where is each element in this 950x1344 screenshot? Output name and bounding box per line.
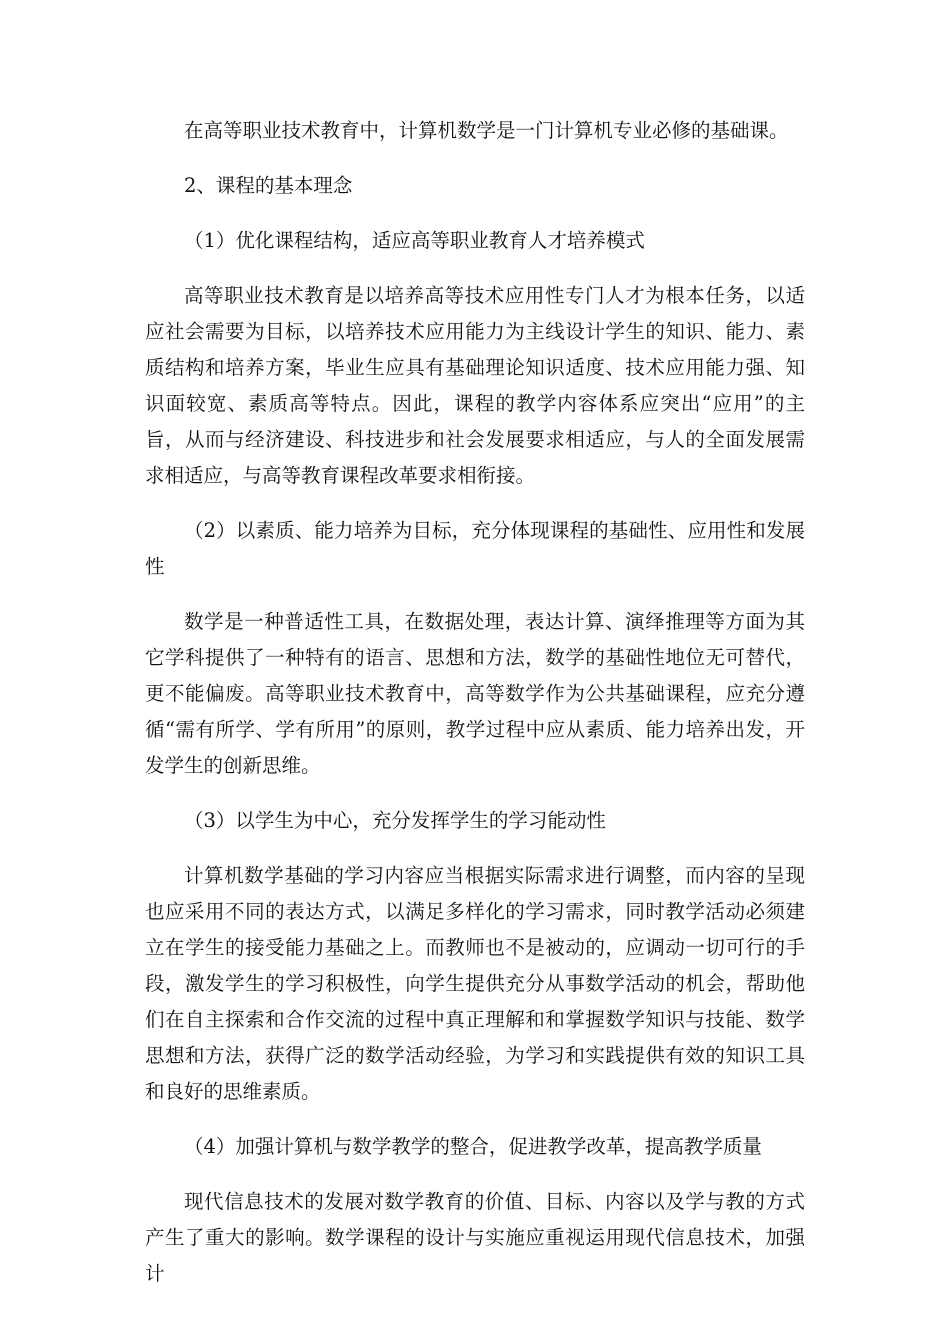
subheading-3: （3）以学生为中心，充分发挥学生的学习能动性 (184, 809, 606, 832)
subheading-4: （4）加强计算机与数学教学的整合，促进教学改革，提高教学质量 (184, 1135, 762, 1158)
paragraph-4: 现代信息技术的发展对数学教育的价值、目标、内容以及学与教的方式产生了重大的影响。数学课程的设计与实施应重视运用现代信息技术，加强计 (145, 1190, 805, 1285)
section-heading-basic-concepts: 2、课程的基本理念 (184, 174, 353, 197)
subheading-2: （2）以素质、能力培养为目标，充分体现课程的基础性、应用性和发展性 (145, 519, 805, 578)
paragraph-1: 高等职业技术教育是以培养高等技术应用性专门人才为根本任务，以适应社会需要为目标，以培养技术应用能力为主线设计学生的知识、能力、素质结构和培养方案，毕业生应具有基础理论知识适度、技术应用能力强、知识面较宽、素质高等特点。因此，课程的教学内容体系应突出“应用”的主旨，从而与经济建设、科技进步和社会发展要求相适应，与人的全面发展需求相适应，与高等教育课程改革要求相衔接。 (145, 284, 805, 487)
paragraph-3: 计算机数学基础的学习内容应当根据实际需求进行调整，而内容的呈现也应采用不同的表达方式，以满足多样化的学习需求，同时教学活动必须建立在学生的接受能力基础之上。而教师也不是被动的，应调动一切可行的手段，激发学生的学习积极性，向学生提供充分从事数学活动的机会，帮助他们在自主探索和合作交流的过程中真正理解和和掌握数学知识与技能、数学思想和方法，获得广泛的数学活动经验，为学习和实践提供有效的知识工具和良好的思维素质。 (145, 864, 805, 1103)
paragraph-intro: 在高等职业技术教育中，计算机数学是一门计算机专业必修的基础课。 (184, 119, 789, 142)
subheading-1: （1）优化课程结构，适应高等职业教育人才培养模式 (184, 229, 645, 252)
paragraph-2: 数学是一种普适性工具，在数据处理，表达计算、演绎推理等方面为其它学科提供了一种特有的语言、思想和方法，数学的基础性地位无可替代，更不能偏废。高等职业技术教育中，高等数学作为公共基础课程，应充分遵循“需有所学、学有所用”的原则，教学过程中应从素质、能力培养出发，开发学生的创新思维。 (145, 610, 805, 777)
document-body (145, 113, 805, 1311)
